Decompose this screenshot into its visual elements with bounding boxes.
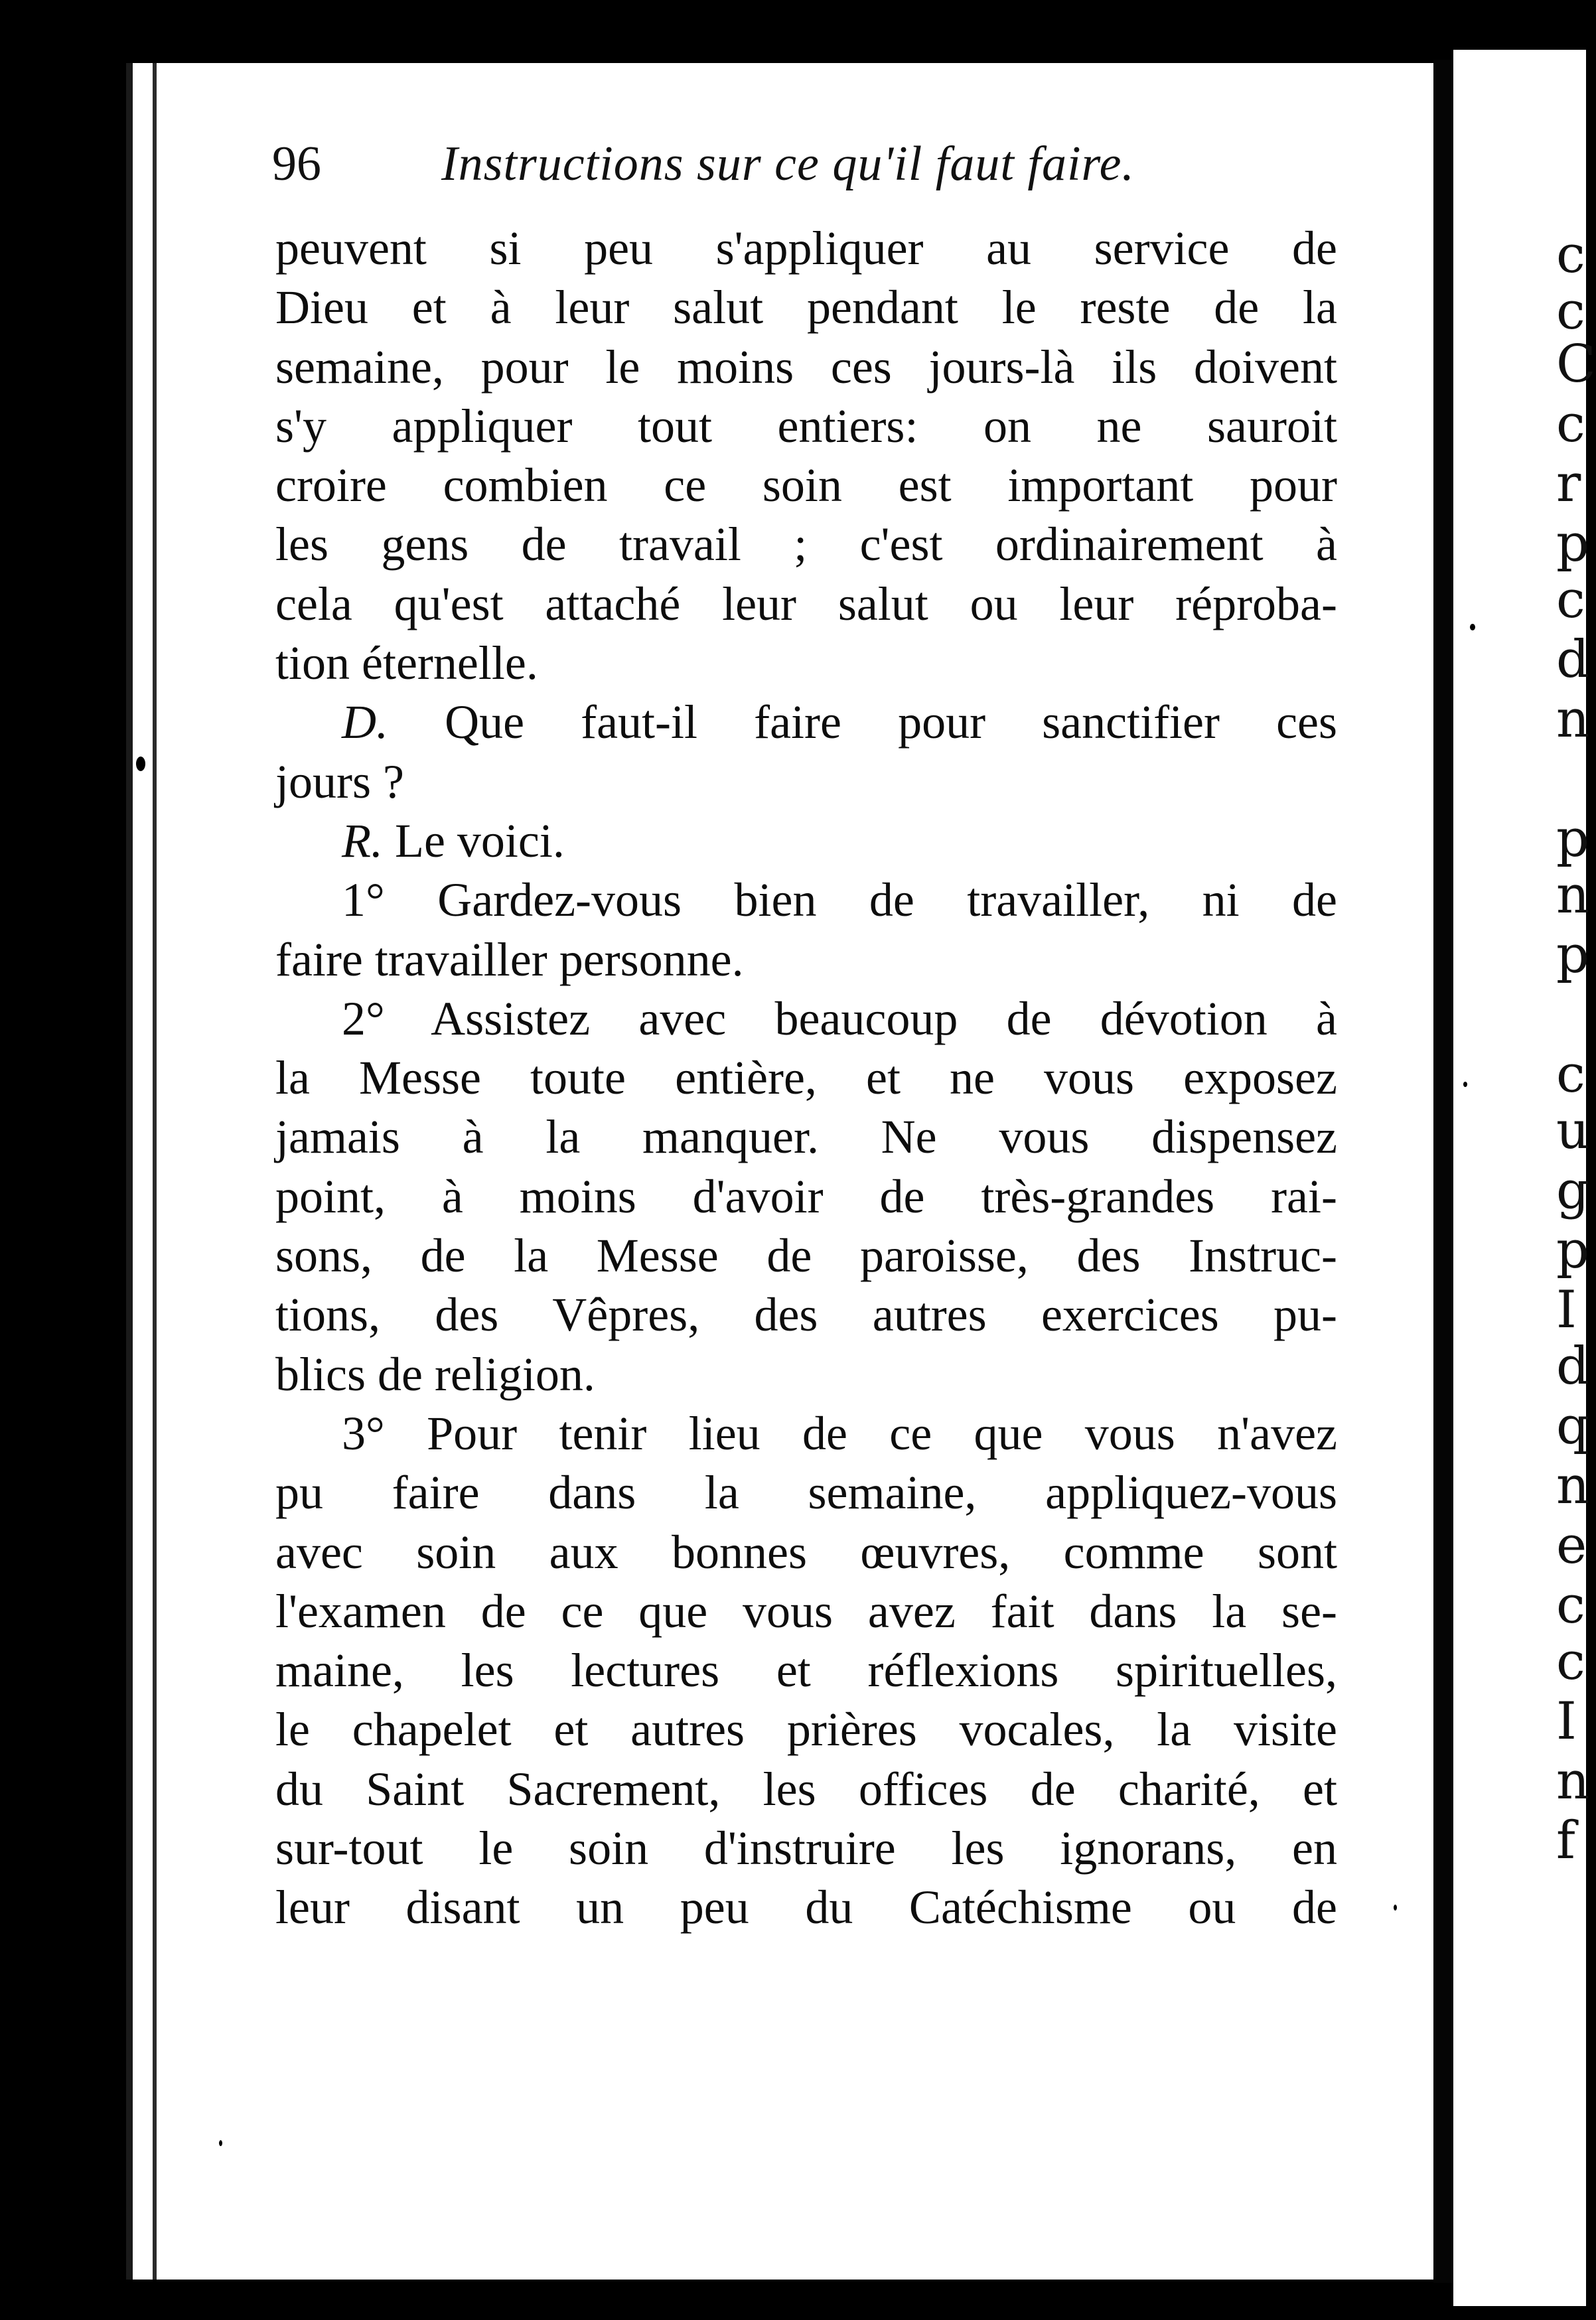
question-label: D. [342,695,388,749]
text-line: avec soin aux bonnes œuvres, comme sont [275,1525,1337,1579]
facing-letter: I [1556,1280,1577,1340]
facing-letter: d [1556,630,1589,689]
facing-letter: p [1556,809,1589,869]
text-line: jamais à la manquer. Ne vous dispensez [275,1110,1337,1164]
body-text [275,219,1337,1938]
running-head [272,136,1201,196]
facing-letter: p [1556,925,1589,985]
facing-letter: c [1556,570,1585,630]
question-text: Que faut-il faire pour sanctifier ces [388,695,1337,749]
scan-speck [136,757,145,771]
running-title: Instructions sur ce qu'il faut faire. [441,137,1135,191]
text-line: faire travailler personne. [275,932,744,986]
scan-speck [1463,1082,1467,1087]
facing-page-cropped-text [1556,0,1596,2320]
facing-letter: n [1556,865,1590,925]
scan-speck [1470,624,1475,630]
text-line: Dieu et à leur salut pendant le reste de la [275,281,1337,334]
text-line: sur-tout le soin d'instruire les ignorans, en [275,1822,1337,1875]
facing-letter: C [1556,334,1596,394]
answer-line [275,812,1337,871]
page-edge-shadow [153,63,157,2280]
text-line: s'y appliquer tout entiers: on ne sauroit [275,399,1337,453]
page-number: 96 [272,137,321,191]
facing-letter: I [1556,1692,1577,1751]
text-line: point, à moins d'avoir de très-grandes rai- [275,1169,1337,1223]
facing-letter: c [1556,1632,1585,1692]
text-line: leur disant un peu du Catéchisme ou de [275,1881,1337,1934]
text-line: tions, des Vêpres, des autres exercices pu- [275,1288,1337,1342]
facing-letter: c [1556,1045,1585,1104]
facing-letter: n [1556,1751,1590,1811]
text-line: du Saint Sacrement, les offices de charité, et [275,1762,1337,1816]
text-line: l'examen de ce que vous avez fait dans la se- [275,1584,1337,1638]
facing-letter: u [1556,1101,1590,1161]
text-line: sons, de la Messe de paroisse, des Instruc- [275,1229,1337,1283]
question-line [275,693,1337,752]
facing-letter: c [1556,281,1585,341]
facing-letter: n [1556,1456,1590,1516]
text-line: cela qu'est attaché leur salut ou leur réproba- [275,577,1337,630]
facing-letter: f [1556,1811,1575,1871]
scan-speck [219,2140,222,2146]
text-line: la Messe toute entière, et ne vous exposez [275,1051,1337,1105]
text-line: 1° Gardez-vous bien de travailler, ni de [342,873,1337,927]
scan-speck [1394,1905,1397,1911]
text-line: 2° Assistez avec beaucoup de dévotion à [342,991,1337,1045]
answer-text: Le voici. [382,814,565,867]
facing-letter: c [1556,1575,1585,1635]
text-line: les gens de travail ; c'est ordinairement à [275,518,1337,571]
book-gutter [1433,60,1453,2283]
facing-letter: c [1556,225,1585,285]
text-line: maine, les lectures et réflexions spirituelles, [275,1644,1337,1698]
text-line: tion éternelle. [275,636,538,690]
facing-letter: n [1556,689,1590,749]
facing-letter: q [1556,1396,1589,1456]
facing-letter: p [1556,1220,1589,1280]
facing-letter: r [1556,454,1581,514]
text-line: peuvent si peu s'appliquer au service de [275,222,1337,275]
text-line: pu faire dans la semaine, appliquez-vous [275,1466,1337,1520]
text-line: le chapelet et autres prières vocales, la visite [275,1703,1337,1757]
text-line: croire combien ce soin est important pour [275,459,1337,512]
facing-letter: c [1556,394,1585,454]
facing-letter: d [1556,1337,1589,1396]
text-line: 3° Pour tenir lieu de ce que vous n'avez [342,1406,1337,1460]
text-line: semaine, pour le moins ces jours-là ils doivent [275,340,1337,394]
facing-letter: p [1556,514,1589,573]
text-line: blics de religion. [275,1347,595,1401]
facing-letter: e [1556,1516,1587,1575]
facing-letter: g [1556,1161,1589,1220]
text-line: jours ? [275,755,404,808]
answer-label: R. [342,814,383,867]
